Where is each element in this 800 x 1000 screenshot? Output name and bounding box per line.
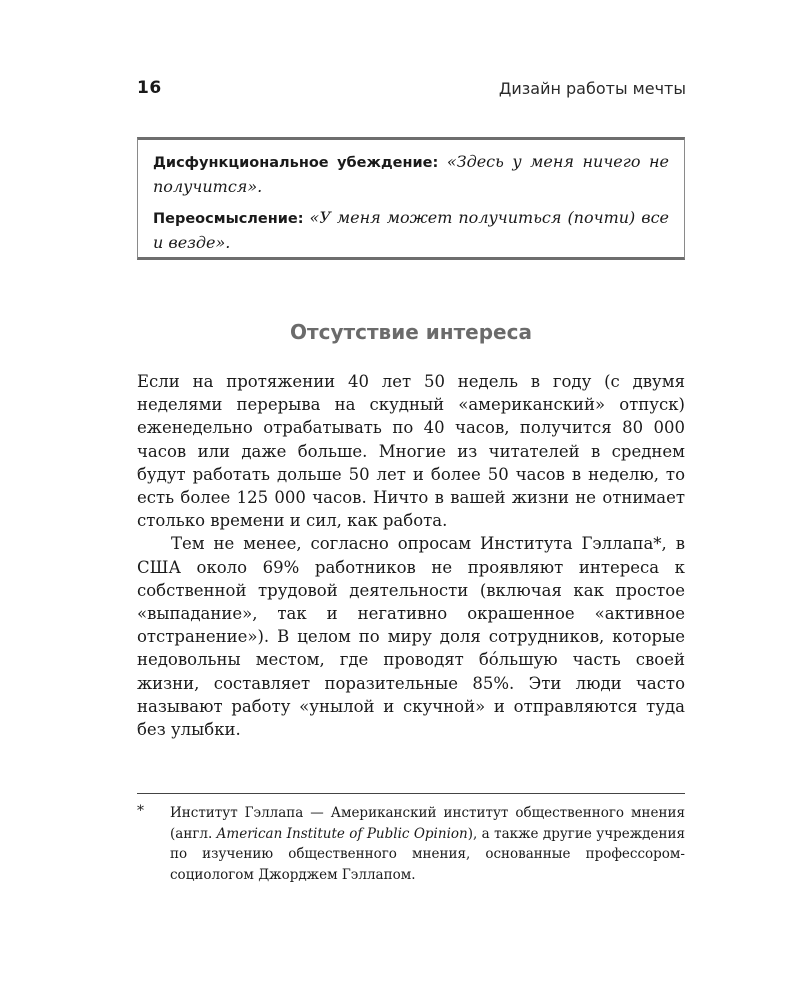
footnote-text bbox=[170, 803, 685, 885]
body-text bbox=[137, 370, 685, 741]
footnote-text-after: ), а также другие учреждения по изучению общественного мнения, основанные профессором-социологом Джорджем Гэллапом. bbox=[170, 825, 685, 883]
dysfunctional-belief bbox=[153, 150, 669, 199]
dysfunctional-label: Дисфункциональное убеждение: bbox=[153, 155, 439, 171]
body-paragraph-2: Тем не менее, согласно опросам Института Гэллапа*, в США около 69% работников не проявляют интереса к собственной трудовой деятельности (включая как простое «выпадание», так и негативно окрашенное «активное отстранение»). В целом по миру доля сотрудников, которые недовольны местом, где проводят бóльшую часть своей жизни, составляет поразительные 85%. Эти люди часто называют работу «унылой и скучной» и отправляются туда без улыбки. bbox=[137, 534, 685, 740]
callout-box bbox=[137, 137, 685, 260]
footnote-text-before: Институт Гэллапа — Американский институт общественного мнения (англ. bbox=[170, 805, 685, 842]
body-paragraph-1: Если на протяжении 40 лет 50 недель в году (с двумя неделями перерыва на скудный «американский» отпуск) еженедельно отрабатывать по 40 часов, получится 80 000 часов или даже больше. Многие из читателей в среднем будут работать дольше 50 лет и более 50 часов в неделю, то есть более 125 000 часов. Ничто в вашей жизни не отнимает столько времени и сил, как работа. bbox=[137, 372, 685, 531]
reframe bbox=[153, 206, 669, 255]
footnote-marker: * bbox=[137, 803, 144, 819]
section-heading: Отсутствие интереса bbox=[290, 320, 532, 344]
footnote bbox=[137, 803, 685, 885]
reframe-quote: «У меня может получиться (почти) все и везде». bbox=[153, 208, 669, 252]
footnote-text-italic: American Institute of Public Opinion bbox=[216, 825, 468, 842]
running-head: Дизайн работы мечты bbox=[498, 79, 686, 98]
reframe-label: Переосмысление: bbox=[153, 211, 304, 227]
footnote-rule bbox=[137, 793, 685, 794]
dysfunctional-quote: «Здесь у меня ничего не получится». bbox=[153, 152, 669, 196]
page-number: 16 bbox=[137, 78, 162, 98]
